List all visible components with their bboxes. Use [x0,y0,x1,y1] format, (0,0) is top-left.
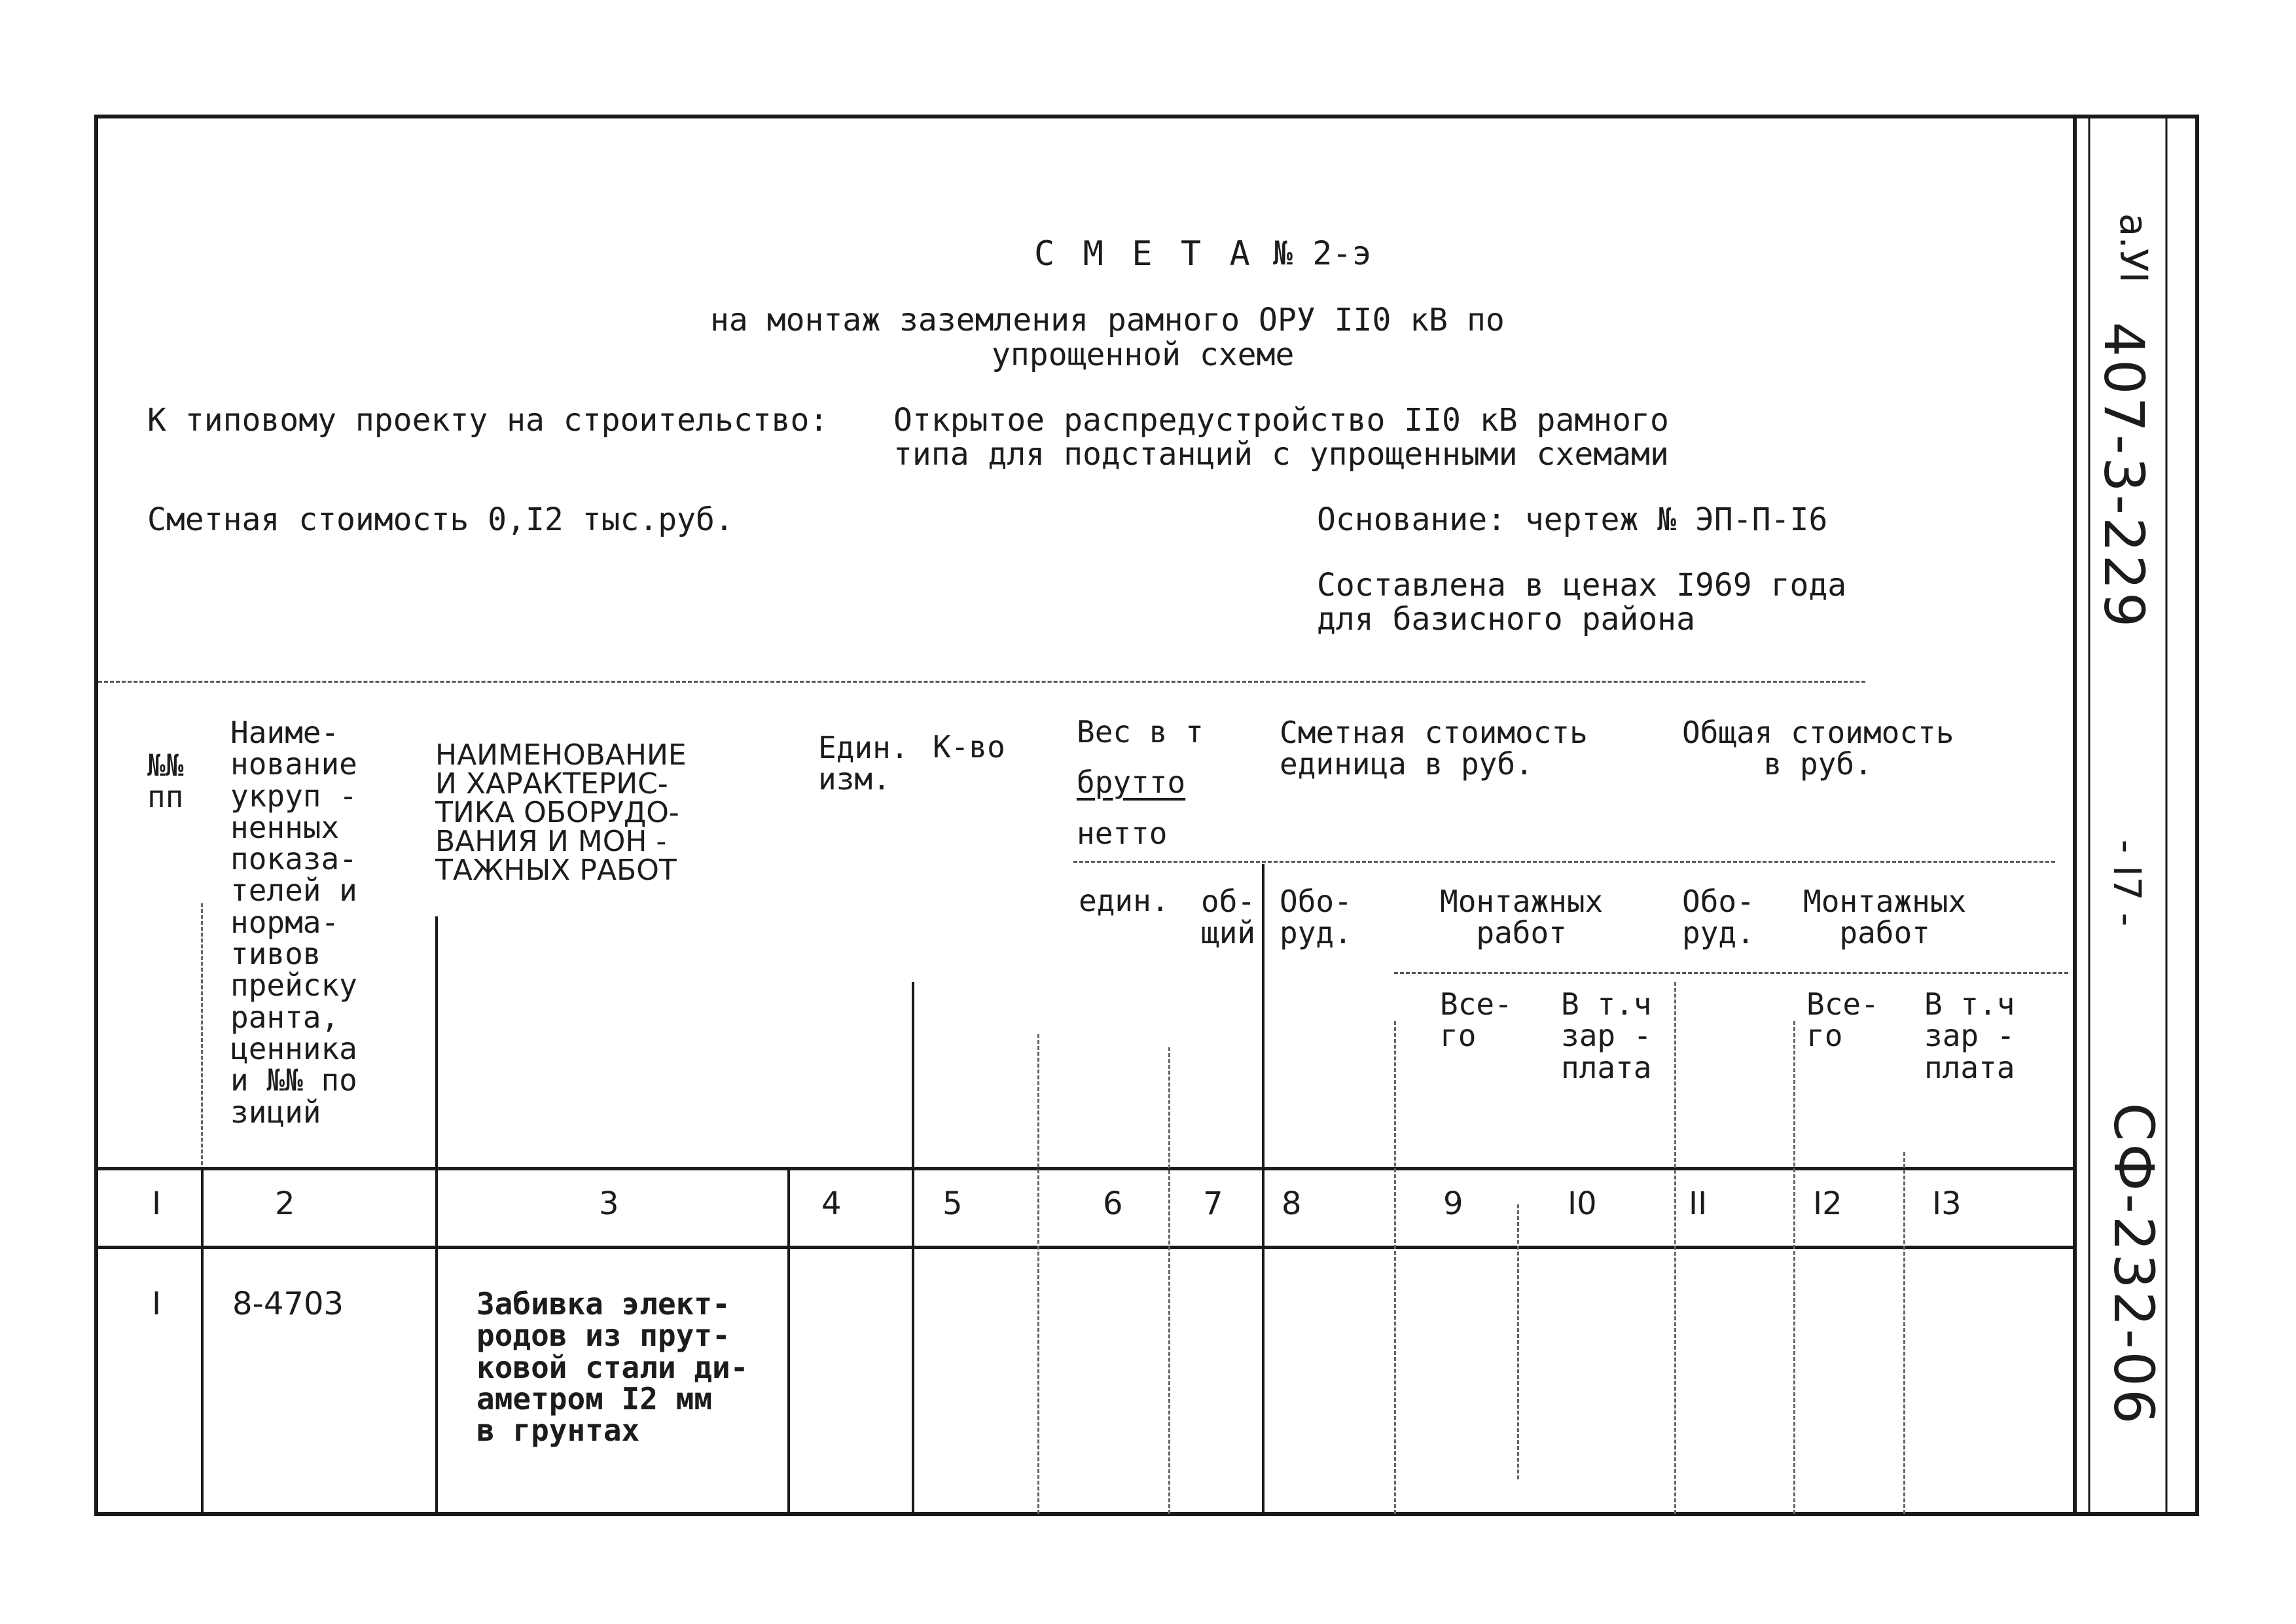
project-value-line-1: Открытое распредустройство II0 кВ рамного [893,402,1669,439]
side-stamp [2094,131,2166,1506]
column-number: 7 [1203,1185,1223,1222]
header-installation-1: Монтажных работ [1440,884,1604,951]
header-code: Наиме- нование укруп - ненных показа- телей и норма- тивов прейску ранта, ценника и №№ по зиций [230,715,357,1130]
header-unit: Един. изм. [818,730,909,797]
col-divider-3 [787,1167,790,1514]
header-weight-total: об- щий [1201,884,1256,951]
column-number: 9 [1443,1185,1463,1222]
row-code: 8-4703 [232,1286,344,1322]
col-divider-11 [1793,1021,1795,1514]
col-divider-8 [1394,1021,1396,1514]
column-number-top-line [98,1167,2075,1170]
row-number: I [152,1286,162,1322]
document-title: С М Е Т А [1034,234,1254,274]
header-weight-net: нетто [1077,816,1168,851]
column-number: 5 [942,1185,963,1222]
header-quantity: К-во [933,729,1005,765]
project-code: 407-3-229 [2092,321,2156,630]
sheet-number: - I7 - [2105,839,2149,927]
column-number: 2 [275,1185,295,1222]
compiled-line-2: для базисного района [1317,601,1695,638]
estimated-cost: Сметная стоимость 0,I2 тыс.руб. [147,501,734,538]
header-installation-total-2: Все- го [1806,986,1879,1054]
column-number: 8 [1282,1185,1302,1222]
document-code: СФ-232-06 [2102,1102,2166,1427]
col-divider-7 [1262,864,1265,1514]
col-divider-2 [435,916,438,1514]
header-equipment-2: Обо- руд. [1682,884,1755,951]
project-value-line-2: типа для подстанций с упрощенными схемами [893,436,1669,473]
col-divider-12 [1903,1152,1905,1514]
col-divider-10 [1674,982,1676,1514]
header-total-cost: Общая стоимость в руб. [1682,715,1954,782]
column-number: 4 [821,1185,842,1222]
col-divider-9 [1517,1204,1519,1479]
header-weight-unit: един. [1079,883,1170,918]
header-installation-wages-2: В т.ч зар - плата [1924,986,2015,1085]
subtitle-line-1: на монтаж заземления рамного ОРУ II0 кВ по [710,302,1505,338]
header-unit-cost: Сметная стоимость единица в руб. [1280,715,1588,782]
header-installation-total-1: Все- го [1440,986,1513,1054]
header-equipment-1: Обо- руд. [1280,884,1352,951]
header-installation-2: Монтажных работ [1803,884,1967,951]
col-divider-5 [1037,1034,1039,1514]
header-row-number: №№ пп [147,748,184,815]
subtitle-line-2: упрощенной схеме [992,336,1295,373]
album-label: а.УI [2111,213,2156,283]
project-label: К типовому проекту на строительство: [147,402,829,439]
header-name: НАИМЕНОВАНИЕ И ХАРАКТЕРИС- ТИКА ОБОРУДО- ВАНИЯ И МОН - ТАЖНЫХ РАБОТ [435,738,687,887]
column-number-bottom-line [98,1246,2075,1249]
cost-subheader-line [1394,972,2068,974]
header-weight: Вес в т [1077,714,1204,749]
column-number: 6 [1103,1185,1123,1222]
column-number: I0 [1568,1185,1597,1222]
header-installation-wages-1: В т.ч зар - плата [1561,986,1652,1085]
table-top-line [98,681,1865,683]
col-divider-6 [1168,1047,1170,1514]
column-number: I3 [1932,1185,1962,1222]
column-number: I2 [1813,1185,1842,1222]
header-weight-gross: брутто [1077,765,1186,800]
weight-subheader-line [1073,861,2055,863]
row-name: Забивка элект- родов из прут- ковой стали ди- аметром I2 мм в грунтах [476,1286,749,1449]
column-number: II [1689,1185,1708,1222]
col-divider-1 [201,903,203,1165]
col-divider-1b [201,1167,204,1514]
col-divider-4 [912,982,914,1514]
compiled-line-1: Составлена в ценах I969 года [1317,567,1847,604]
column-number: 3 [599,1185,619,1222]
document-number: № 2-э [1273,234,1372,272]
basis: Основание: чертеж № ЭП-П-I6 [1317,501,1828,538]
column-number: I [152,1185,162,1222]
